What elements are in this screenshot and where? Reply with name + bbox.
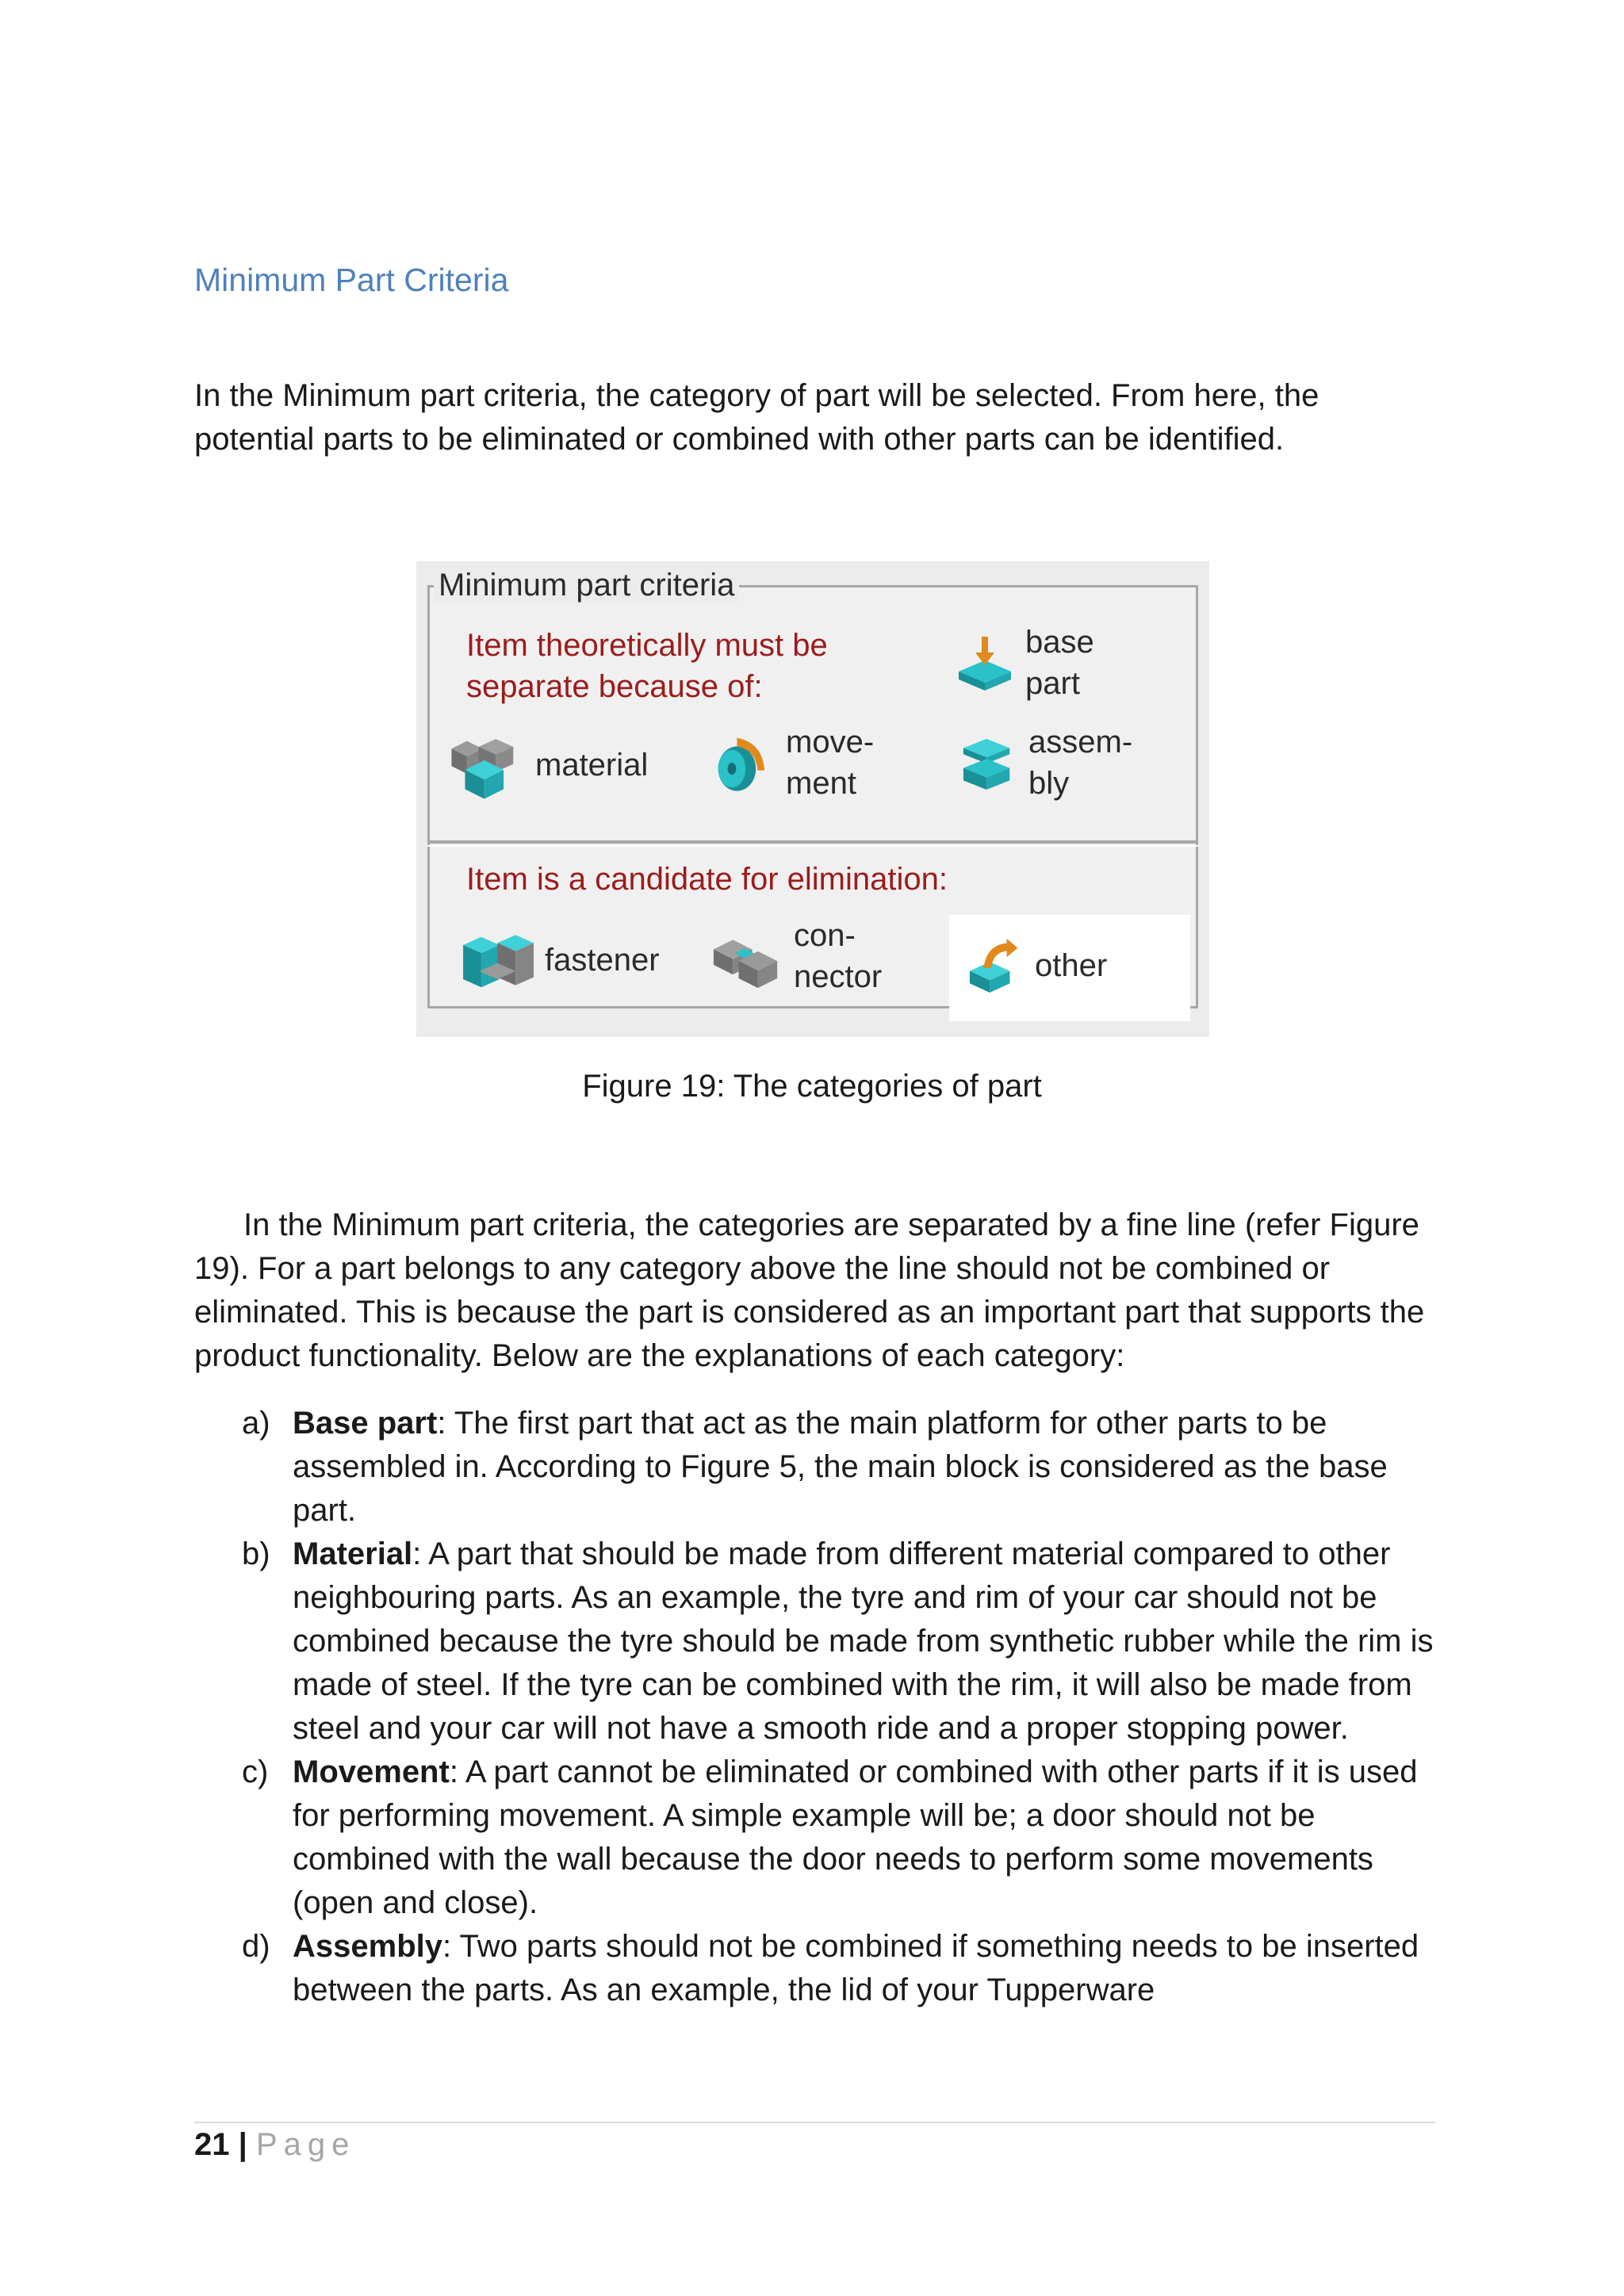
list-item: [242, 1533, 1447, 1751]
material-label: material: [535, 748, 649, 783]
list-item: [242, 1751, 1447, 1925]
fastener-icon: [459, 923, 534, 997]
list-marker: c): [242, 1755, 269, 1789]
figure-caption: Figure 19: The categories of part: [582, 1069, 1042, 1104]
criteria-legend: Minimum part criteria: [434, 568, 739, 603]
movement-label-line1: move-: [786, 725, 875, 760]
list-text: : The first part that act as the main platform for other parts to be assembled in. According to Figure 5, the main block is considered as the base part.: [293, 1406, 1388, 1528]
section-heading: Minimum Part Criteria: [194, 262, 509, 298]
separate-label: [466, 625, 910, 707]
list-text: : A part cannot be eliminated or combined with other parts if it is used for performing movement. A simple example will be; a door should not be combined with the wall because the door needs to perform some movements (open and close).: [293, 1755, 1418, 1920]
assembly-label-line2: bly: [1028, 766, 1070, 801]
list-item: [242, 1402, 1447, 1533]
list-marker: d): [242, 1929, 270, 1964]
assembly-label-line1: assem-: [1028, 725, 1133, 760]
list-term: Material: [293, 1536, 413, 1571]
connector-icon: [708, 920, 783, 992]
separate-label-line2: separate because of:: [466, 669, 763, 704]
separate-label-line1: Item theoretically must be: [466, 628, 828, 663]
category-material[interactable]: [446, 729, 648, 801]
movement-icon: [711, 728, 775, 798]
list-term: Movement: [293, 1755, 450, 1789]
movement-label-line2: ment: [786, 766, 856, 801]
candidate-label: Item is a candidate for elimination:: [466, 862, 948, 897]
page-footer: [194, 2125, 355, 2164]
category-base-part[interactable]: [956, 622, 1094, 704]
list-marker: b): [242, 1536, 270, 1571]
divider-highlight: [427, 845, 1198, 847]
page-number: 21: [194, 2127, 230, 2162]
intro-paragraph: In the Minimum part criteria, the category of part will be selected. From here, the potential parts to be eliminated or combined with other parts can be identified.: [194, 378, 1320, 457]
list-term: Base part: [293, 1406, 438, 1441]
connector-label-line2: nector: [794, 959, 883, 994]
assembly-icon: [960, 727, 1017, 798]
base-part-label-line2: part: [1025, 666, 1080, 701]
connector-label-line1: con-: [794, 918, 856, 953]
list-text: : A part that should be made from different material compared to other neighbouring parts. As an example, the tyre and rim of your car should not be combined because the tyre should be made from synthetic rubber while the rim is made of steel. If the tyre can be combined with the rim, it will also be made from steel and your car will not have a smooth ride and a proper stopping power.: [293, 1536, 1434, 1746]
category-connector[interactable]: [708, 915, 882, 997]
fastener-label: fastener: [545, 943, 660, 978]
list-marker: a): [242, 1406, 270, 1441]
category-assembly[interactable]: [960, 721, 1132, 804]
category-explanations-list: [242, 1402, 1447, 2012]
base-part-icon: [956, 633, 1014, 692]
base-part-label-line1: base: [1025, 625, 1094, 660]
fine-line-divider: [427, 840, 1198, 844]
other-icon: [967, 932, 1024, 999]
footer-page-word: Page: [255, 2127, 356, 2162]
footer-separator: |: [238, 2127, 247, 2162]
material-icon: [446, 729, 524, 801]
category-movement[interactable]: [711, 721, 874, 804]
list-item: [242, 1925, 1447, 2012]
figure-minimum-part-criteria: [416, 561, 1209, 1037]
footer-rule: [194, 2122, 1435, 2123]
other-label: other: [1035, 948, 1108, 983]
list-term: Assembly: [293, 1929, 442, 1964]
category-other[interactable]: [967, 932, 1107, 999]
category-fastener[interactable]: [459, 923, 660, 997]
list-text: : Two parts should not be combined if something needs to be inserted between the parts. As an example, the lid of your Tupperware: [293, 1929, 1419, 2007]
body-paragraph: In the Minimum part criteria, the categories are separated by a fine line (refer Figure 19). For a part belongs to any category above the line should not be combined or eliminated. This is because the part is considered as an important part that supports the product functionality. Below are the explanations of each category:: [194, 1207, 1425, 1373]
